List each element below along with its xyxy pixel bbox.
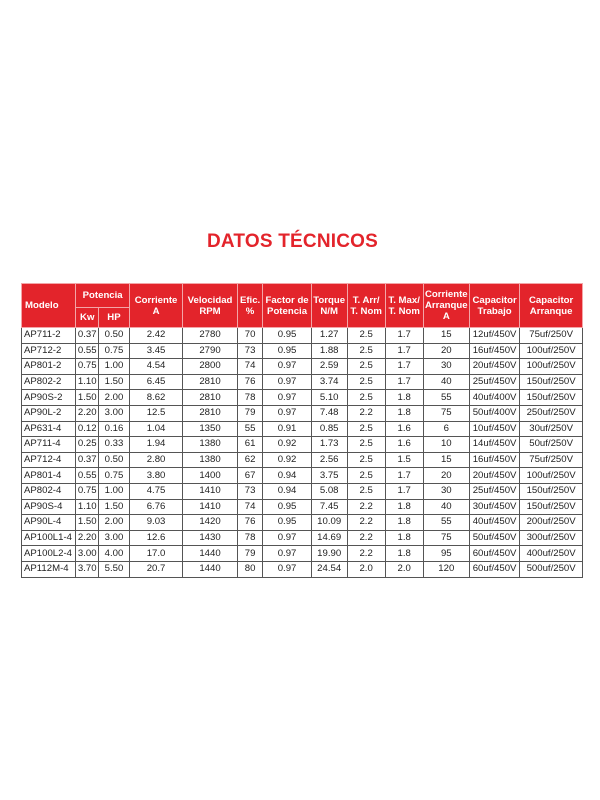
cell-kw: 0.75 — [76, 483, 99, 499]
cell-corriente-arranque: 95 — [423, 546, 469, 562]
cell-modelo: AP802-4 — [22, 483, 76, 499]
cell-torque: 5.10 — [311, 390, 347, 406]
cell-hp: 0.33 — [99, 437, 130, 453]
cell-torque: 0.85 — [311, 421, 347, 437]
cell-eficiencia: 78 — [237, 530, 263, 546]
cell-capacitor-arranque: 150uf/250V — [520, 390, 583, 406]
cell-modelo: AP90L-4 — [22, 515, 76, 531]
cell-capacitor-arranque: 30uf/250V — [520, 421, 583, 437]
cell-capacitor-arranque: 50uf/250V — [520, 437, 583, 453]
cell-velocidad: 1410 — [183, 483, 237, 499]
cell-corriente: 4.54 — [129, 359, 182, 375]
cell-modelo: AP711-2 — [22, 328, 76, 344]
cell-torque: 3.74 — [311, 374, 347, 390]
cell-t-arr: 2.5 — [347, 483, 385, 499]
cell-modelo: AP712-4 — [22, 452, 76, 468]
cell-hp: 1.50 — [99, 499, 130, 515]
cell-t-max: 1.7 — [385, 359, 423, 375]
cell-kw: 0.12 — [76, 421, 99, 437]
cell-capacitor-trabajo: 25uf/450V — [469, 374, 519, 390]
cell-eficiencia: 55 — [237, 421, 263, 437]
table-row — [22, 405, 583, 421]
cell-hp: 0.50 — [99, 452, 130, 468]
cell-capacitor-trabajo: 16uf/450V — [469, 452, 519, 468]
cell-velocidad: 1380 — [183, 452, 237, 468]
cell-eficiencia: 73 — [237, 483, 263, 499]
cell-t-arr: 2.0 — [347, 561, 385, 577]
cell-eficiencia: 74 — [237, 359, 263, 375]
table-row — [22, 452, 583, 468]
cell-capacitor-arranque: 400uf/250V — [520, 546, 583, 562]
cell-capacitor-trabajo: 25uf/450V — [469, 483, 519, 499]
cell-hp: 1.00 — [99, 359, 130, 375]
cell-t-arr: 2.5 — [347, 437, 385, 453]
header-corriente-arranque: Corriente Arranque A — [423, 284, 469, 328]
cell-torque: 10.09 — [311, 515, 347, 531]
cell-kw: 0.37 — [76, 328, 99, 344]
cell-t-max: 1.8 — [385, 530, 423, 546]
cell-capacitor-trabajo: 60uf/450V — [469, 561, 519, 577]
cell-capacitor-arranque: 300uf/250V — [520, 530, 583, 546]
cell-corriente-arranque: 20 — [423, 343, 469, 359]
cell-corriente: 2.42 — [129, 328, 182, 344]
cell-kw: 1.50 — [76, 515, 99, 531]
cell-t-arr: 2.5 — [347, 452, 385, 468]
cell-torque: 7.45 — [311, 499, 347, 515]
header-t-arr: T. Arr/ T. Nom — [347, 284, 385, 328]
header-torque: Torque N/M — [311, 284, 347, 328]
cell-factor-potencia: 0.92 — [263, 452, 311, 468]
header-capacitor-arranque: Capacitor Arranque — [520, 284, 583, 328]
cell-eficiencia: 70 — [237, 328, 263, 344]
cell-capacitor-arranque: 150uf/250V — [520, 499, 583, 515]
cell-velocidad: 2800 — [183, 359, 237, 375]
cell-t-max: 1.7 — [385, 374, 423, 390]
cell-torque: 1.27 — [311, 328, 347, 344]
header-hp: HP — [99, 308, 130, 328]
header-corriente: Corriente A — [129, 284, 182, 328]
cell-t-arr: 2.2 — [347, 546, 385, 562]
cell-t-max: 1.8 — [385, 546, 423, 562]
cell-hp: 0.16 — [99, 421, 130, 437]
cell-capacitor-trabajo: 12uf/450V — [469, 328, 519, 344]
cell-t-max: 1.7 — [385, 483, 423, 499]
cell-corriente-arranque: 30 — [423, 359, 469, 375]
cell-capacitor-trabajo: 50uf/450V — [469, 530, 519, 546]
cell-factor-potencia: 0.95 — [263, 328, 311, 344]
cell-corriente-arranque: 20 — [423, 468, 469, 484]
table-row — [22, 328, 583, 344]
cell-capacitor-arranque: 100uf/250V — [520, 343, 583, 359]
cell-eficiencia: 80 — [237, 561, 263, 577]
cell-eficiencia: 76 — [237, 374, 263, 390]
cell-torque: 2.59 — [311, 359, 347, 375]
cell-factor-potencia: 0.95 — [263, 343, 311, 359]
cell-capacitor-trabajo: 16uf/450V — [469, 343, 519, 359]
cell-eficiencia: 79 — [237, 546, 263, 562]
cell-factor-potencia: 0.97 — [263, 561, 311, 577]
cell-modelo: AP90S-2 — [22, 390, 76, 406]
page-title: DATOS TÉCNICOS — [207, 231, 378, 252]
cell-corriente: 12.6 — [129, 530, 182, 546]
cell-capacitor-arranque: 250uf/250V — [520, 405, 583, 421]
cell-factor-potencia: 0.97 — [263, 374, 311, 390]
cell-t-max: 1.6 — [385, 421, 423, 437]
cell-t-max: 1.7 — [385, 468, 423, 484]
cell-t-arr: 2.5 — [347, 421, 385, 437]
cell-t-max: 2.0 — [385, 561, 423, 577]
cell-kw: 1.10 — [76, 374, 99, 390]
cell-modelo: AP712-2 — [22, 343, 76, 359]
cell-corriente: 6.76 — [129, 499, 182, 515]
table-row — [22, 499, 583, 515]
cell-kw: 0.37 — [76, 452, 99, 468]
cell-modelo: AP631-4 — [22, 421, 76, 437]
cell-t-max: 1.8 — [385, 390, 423, 406]
table-row — [22, 561, 583, 577]
table-row — [22, 374, 583, 390]
table-row — [22, 343, 583, 359]
cell-eficiencia: 78 — [237, 390, 263, 406]
header-kw: Kw — [76, 308, 99, 328]
cell-corriente-arranque: 6 — [423, 421, 469, 437]
cell-t-max: 1.8 — [385, 499, 423, 515]
cell-torque: 7.48 — [311, 405, 347, 421]
cell-t-max: 1.6 — [385, 437, 423, 453]
cell-t-arr: 2.5 — [347, 343, 385, 359]
cell-modelo: AP112M-4 — [22, 561, 76, 577]
cell-t-arr: 2.5 — [347, 359, 385, 375]
cell-velocidad: 1440 — [183, 546, 237, 562]
cell-corriente: 6.45 — [129, 374, 182, 390]
cell-modelo: AP711-4 — [22, 437, 76, 453]
cell-corriente: 3.45 — [129, 343, 182, 359]
cell-capacitor-arranque: 150uf/250V — [520, 483, 583, 499]
cell-corriente: 12.5 — [129, 405, 182, 421]
cell-velocidad: 1430 — [183, 530, 237, 546]
cell-capacitor-arranque: 75uf/250V — [520, 452, 583, 468]
cell-corriente: 9.03 — [129, 515, 182, 531]
cell-corriente: 20.7 — [129, 561, 182, 577]
cell-torque: 24.54 — [311, 561, 347, 577]
cell-eficiencia: 62 — [237, 452, 263, 468]
cell-capacitor-trabajo: 14uf/450V — [469, 437, 519, 453]
cell-hp: 2.00 — [99, 515, 130, 531]
cell-modelo: AP802-2 — [22, 374, 76, 390]
cell-factor-potencia: 0.94 — [263, 468, 311, 484]
cell-modelo: AP801-2 — [22, 359, 76, 375]
cell-torque: 19.90 — [311, 546, 347, 562]
cell-hp: 0.50 — [99, 328, 130, 344]
cell-corriente: 2.80 — [129, 452, 182, 468]
cell-eficiencia: 67 — [237, 468, 263, 484]
cell-factor-potencia: 0.97 — [263, 546, 311, 562]
cell-torque: 14.69 — [311, 530, 347, 546]
cell-corriente: 3.80 — [129, 468, 182, 484]
cell-corriente-arranque: 40 — [423, 499, 469, 515]
cell-capacitor-arranque: 500uf/250V — [520, 561, 583, 577]
header-eficiencia: Efic. % — [237, 284, 263, 328]
cell-capacitor-trabajo: 10uf/450V — [469, 421, 519, 437]
cell-corriente: 4.75 — [129, 483, 182, 499]
cell-t-arr: 2.2 — [347, 405, 385, 421]
cell-t-max: 1.8 — [385, 405, 423, 421]
cell-hp: 1.50 — [99, 374, 130, 390]
cell-kw: 3.70 — [76, 561, 99, 577]
header-modelo: Modelo — [22, 284, 76, 328]
cell-eficiencia: 74 — [237, 499, 263, 515]
table-row — [22, 546, 583, 562]
cell-kw: 0.25 — [76, 437, 99, 453]
cell-kw: 1.10 — [76, 499, 99, 515]
cell-t-arr: 2.2 — [347, 530, 385, 546]
table-row — [22, 390, 583, 406]
cell-capacitor-arranque: 100uf/250V — [520, 359, 583, 375]
cell-capacitor-arranque: 100uf/250V — [520, 468, 583, 484]
cell-capacitor-trabajo: 20uf/450V — [469, 359, 519, 375]
technical-data-table-container — [21, 283, 583, 578]
table-row — [22, 530, 583, 546]
cell-factor-potencia: 0.97 — [263, 530, 311, 546]
cell-capacitor-trabajo: 40uf/400V — [469, 390, 519, 406]
cell-velocidad: 1380 — [183, 437, 237, 453]
cell-t-max: 1.7 — [385, 343, 423, 359]
cell-corriente: 8.62 — [129, 390, 182, 406]
cell-factor-potencia: 0.97 — [263, 359, 311, 375]
cell-velocidad: 1410 — [183, 499, 237, 515]
cell-corriente-arranque: 55 — [423, 390, 469, 406]
cell-kw: 0.55 — [76, 343, 99, 359]
cell-corriente-arranque: 40 — [423, 374, 469, 390]
cell-capacitor-trabajo: 20uf/450V — [469, 468, 519, 484]
cell-t-max: 1.7 — [385, 328, 423, 344]
cell-eficiencia: 61 — [237, 437, 263, 453]
cell-factor-potencia: 0.97 — [263, 405, 311, 421]
cell-velocidad: 2810 — [183, 390, 237, 406]
cell-t-arr: 2.5 — [347, 468, 385, 484]
cell-factor-potencia: 0.91 — [263, 421, 311, 437]
cell-hp: 5.50 — [99, 561, 130, 577]
cell-kw: 3.00 — [76, 546, 99, 562]
table-row — [22, 515, 583, 531]
cell-kw: 2.20 — [76, 530, 99, 546]
cell-velocidad: 2780 — [183, 328, 237, 344]
cell-velocidad: 2790 — [183, 343, 237, 359]
cell-t-arr: 2.5 — [347, 390, 385, 406]
cell-torque: 1.73 — [311, 437, 347, 453]
cell-velocidad: 1350 — [183, 421, 237, 437]
cell-modelo: AP90L-2 — [22, 405, 76, 421]
cell-corriente-arranque: 15 — [423, 328, 469, 344]
cell-factor-potencia: 0.95 — [263, 515, 311, 531]
cell-corriente: 17.0 — [129, 546, 182, 562]
cell-torque: 3.75 — [311, 468, 347, 484]
cell-torque: 5.08 — [311, 483, 347, 499]
table-row — [22, 468, 583, 484]
cell-capacitor-trabajo: 50uf/400V — [469, 405, 519, 421]
cell-corriente: 1.94 — [129, 437, 182, 453]
cell-hp: 3.00 — [99, 530, 130, 546]
cell-velocidad: 1420 — [183, 515, 237, 531]
cell-t-arr: 2.5 — [347, 374, 385, 390]
cell-factor-potencia: 0.97 — [263, 390, 311, 406]
cell-t-arr: 2.2 — [347, 515, 385, 531]
cell-hp: 4.00 — [99, 546, 130, 562]
cell-t-max: 1.5 — [385, 452, 423, 468]
header-factor-potencia: Factor de Potencia — [263, 284, 311, 328]
cell-capacitor-trabajo: 40uf/450V — [469, 515, 519, 531]
cell-modelo: AP100L1-4 — [22, 530, 76, 546]
cell-hp: 2.00 — [99, 390, 130, 406]
table-row — [22, 421, 583, 437]
header-capacitor-trabajo: Capacitor Trabajo — [469, 284, 519, 328]
header-potencia: Potencia — [76, 284, 129, 308]
table-row — [22, 359, 583, 375]
cell-velocidad: 1440 — [183, 561, 237, 577]
cell-corriente-arranque: 10 — [423, 437, 469, 453]
cell-corriente-arranque: 75 — [423, 405, 469, 421]
cell-capacitor-trabajo: 60uf/450V — [469, 546, 519, 562]
cell-eficiencia: 76 — [237, 515, 263, 531]
cell-modelo: AP100L2-4 — [22, 546, 76, 562]
cell-eficiencia: 79 — [237, 405, 263, 421]
cell-capacitor-trabajo: 30uf/450V — [469, 499, 519, 515]
cell-hp: 1.00 — [99, 483, 130, 499]
table-body — [22, 328, 583, 578]
table-row — [22, 437, 583, 453]
cell-capacitor-arranque: 150uf/250V — [520, 374, 583, 390]
technical-data-table — [21, 283, 583, 578]
cell-kw: 2.20 — [76, 405, 99, 421]
cell-factor-potencia: 0.95 — [263, 499, 311, 515]
cell-factor-potencia: 0.92 — [263, 437, 311, 453]
cell-t-arr: 2.5 — [347, 328, 385, 344]
cell-corriente: 1.04 — [129, 421, 182, 437]
cell-eficiencia: 73 — [237, 343, 263, 359]
cell-torque: 2.56 — [311, 452, 347, 468]
cell-velocidad: 2810 — [183, 374, 237, 390]
header-velocidad: Velocidad RPM — [183, 284, 237, 328]
cell-torque: 1.88 — [311, 343, 347, 359]
cell-factor-potencia: 0.94 — [263, 483, 311, 499]
cell-corriente-arranque: 15 — [423, 452, 469, 468]
cell-kw: 1.50 — [76, 390, 99, 406]
table-header — [22, 284, 583, 328]
cell-modelo: AP90S-4 — [22, 499, 76, 515]
header-t-max: T. Max/ T. Nom — [385, 284, 423, 328]
table-row — [22, 483, 583, 499]
cell-corriente-arranque: 120 — [423, 561, 469, 577]
cell-velocidad: 1400 — [183, 468, 237, 484]
cell-modelo: AP801-4 — [22, 468, 76, 484]
cell-capacitor-arranque: 75uf/250V — [520, 328, 583, 344]
cell-hp: 0.75 — [99, 468, 130, 484]
cell-hp: 3.00 — [99, 405, 130, 421]
cell-t-arr: 2.2 — [347, 499, 385, 515]
cell-corriente-arranque: 75 — [423, 530, 469, 546]
cell-t-max: 1.8 — [385, 515, 423, 531]
cell-corriente-arranque: 30 — [423, 483, 469, 499]
cell-kw: 0.75 — [76, 359, 99, 375]
cell-kw: 0.55 — [76, 468, 99, 484]
cell-hp: 0.75 — [99, 343, 130, 359]
cell-corriente-arranque: 55 — [423, 515, 469, 531]
cell-velocidad: 2810 — [183, 405, 237, 421]
cell-capacitor-arranque: 200uf/250V — [520, 515, 583, 531]
